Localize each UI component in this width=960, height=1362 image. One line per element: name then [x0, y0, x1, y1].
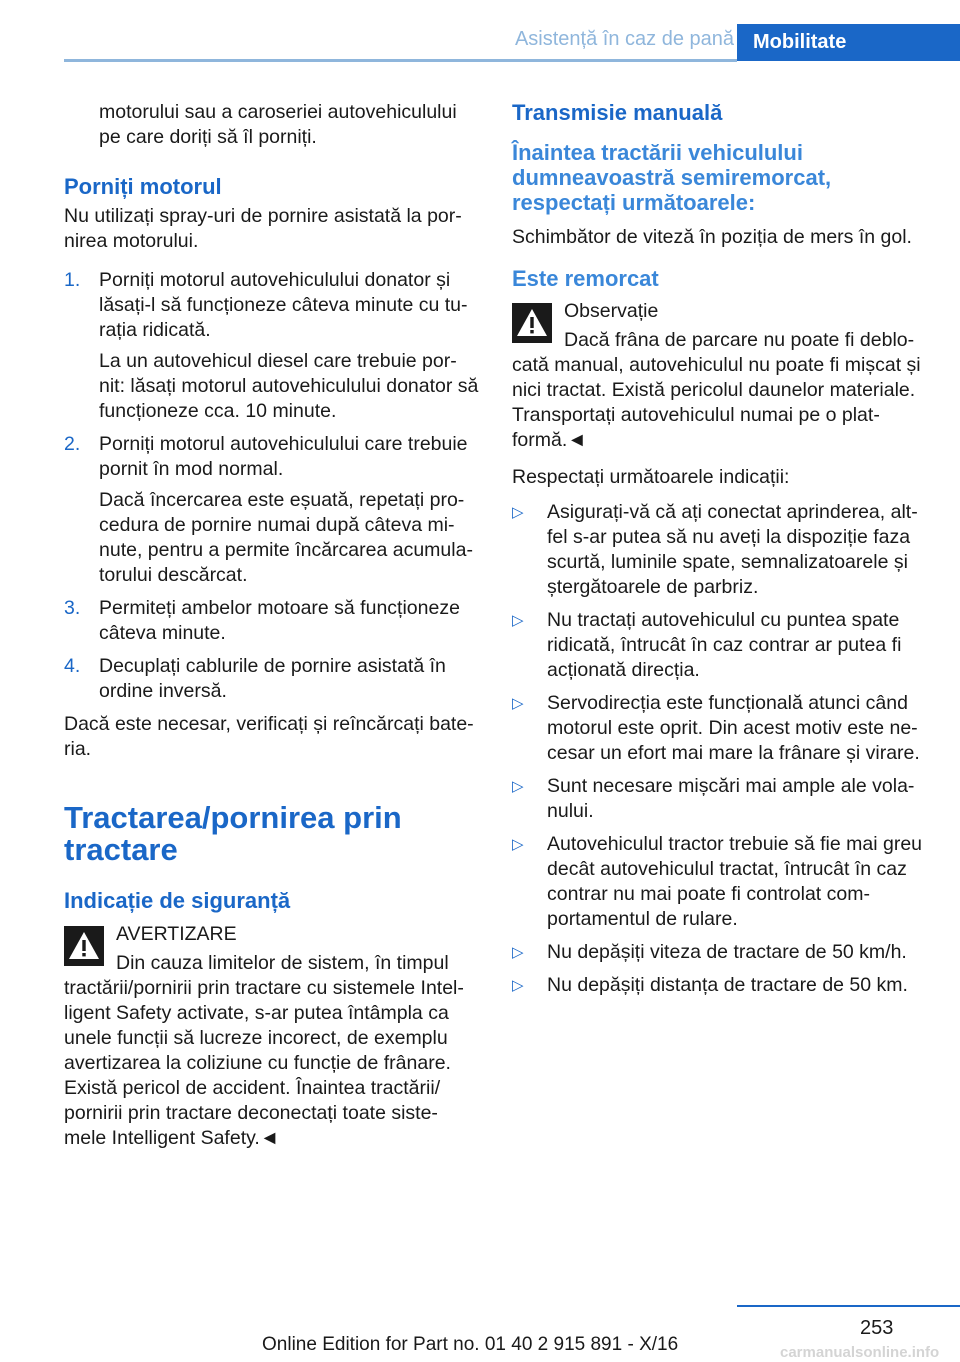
being-towed-heading: Este remorcat — [512, 266, 659, 291]
triangle-bullet-icon: ▷ — [512, 977, 524, 994]
left-column — [64, 100, 480, 1163]
start-steps-list — [64, 268, 480, 704]
bullet-text: Nu depășiți viteza de tractare de 50 km/h. — [547, 941, 907, 963]
list-item — [512, 973, 928, 998]
list-item — [512, 832, 928, 932]
triangle-bullet-icon: ▷ — [512, 944, 524, 961]
list-item — [512, 500, 928, 600]
list-item — [64, 432, 480, 588]
note-block — [512, 299, 928, 453]
step-number: 2. — [64, 433, 81, 455]
triangle-bullet-icon: ▷ — [512, 695, 524, 712]
note-title: Observație — [564, 300, 659, 322]
step-text: Permiteți ambelor motoare să funcționeze câteva minute. — [99, 597, 460, 644]
right-column — [512, 100, 928, 1006]
triangle-bullet-icon: ▷ — [512, 504, 524, 521]
list-item — [64, 268, 480, 424]
warning-text: Din cauza limitelor de sistem, în timpul tractării/pornirii prin tractare cu sistemele Intel- ligent Safety activate, s-ar putea întâmpla ca unele funcții să lucreze incorect, de exemplu avertizarea la coliziune cu funcție de frânare. Există pericol de accident. Înaintea tractării/ pornirii prin tractare deconectați toate siste- mele Intelligent Safety.◄ — [64, 952, 464, 1149]
safety-heading: Indicație de siguranță — [64, 888, 291, 913]
step-number: 1. — [64, 269, 81, 291]
bullet-text: Autovehiculul tractor trebuie să fie mai greu decât autovehiculul tractat, întrucât în caz contrar nu mai poate fi controlat com- portamentul de rulare. — [547, 833, 923, 930]
warning-triangle-icon — [512, 303, 552, 343]
section-title: Asistență în caz de pană — [514, 28, 734, 50]
triangle-bullet-icon: ▷ — [512, 612, 524, 629]
step-text: Porniți motorul autovehiculului donator și lăsați-l să funcționeze câteva minute cu tu- rația ridicată. — [99, 269, 468, 341]
list-item — [512, 940, 928, 965]
battery-note: Dacă este necesar, verificați și reîncărcați bate- ria. — [64, 713, 474, 760]
triangle-bullet-icon: ▷ — [512, 778, 524, 795]
watermark: carmanualsonline.info — [780, 1344, 940, 1361]
list-item — [512, 774, 928, 824]
before-towing-heading: Înaintea tractării vehiculului dumneavoastră semiremorcat, respectați următoarele: — [512, 140, 832, 215]
start-engine-heading: Porniți motorul — [64, 174, 222, 199]
bullet-text: Nu depășiți distanța de tractare de 50 km. — [547, 974, 908, 996]
step-text: Porniți motorul autovehiculului care trebuie pornit în mod normal. — [99, 433, 468, 480]
list-item — [64, 654, 480, 704]
warning-title: AVERTIZARE — [116, 923, 237, 945]
header-rule — [64, 59, 737, 62]
step-text: Decuplați cablurile de pornire asistată în ordine inversă. — [99, 655, 446, 702]
bullet-text: Sunt necesare mișcări mai ample ale vola- nului. — [547, 775, 915, 822]
list-item — [64, 596, 480, 646]
step-subtext: Dacă încercarea este eșuată, repetați pro- cedura de pornire numai după câteva mi- nute, pentru a permite încărcarea acumula- torului descărcat. — [99, 489, 473, 586]
towing-heading: Tractarea/pornirea prin tractare — [64, 800, 402, 867]
observe-intro: Respectați următoarele indicații: — [512, 466, 790, 488]
footer-rule — [737, 1305, 960, 1307]
intro-text: motorului sau a caroseriei autovehiculului pe care doriți să îl porniți. — [99, 101, 457, 148]
bullet-text: Servodirecția este funcțională atunci când motorul este oprit. Din acest motiv este ne- cesar un efort mai mare la frânare și virare. — [547, 692, 920, 764]
step-number: 3. — [64, 597, 81, 619]
note-text: Dacă frâna de parcare nu poate fi deblo- cată manual, autovehiculul nu poate fi mișcat și nici tractat. Există pericolul daunelor materiale. Transportați autovehiculul numai pe o plat- formă.◄ — [512, 329, 921, 451]
warning-block — [64, 922, 480, 1151]
list-item — [512, 691, 928, 766]
step-number: 4. — [64, 655, 81, 677]
warning-triangle-icon — [64, 926, 104, 966]
manual-transmission-heading: Transmisie manuală — [512, 100, 723, 125]
page-number: 253 — [860, 1317, 894, 1339]
bullet-text: Asigurați-vă că ați conectat aprinderea, alt- fel s-ar putea să nu aveți la dispoziție faza scurtă, luminile spate, semnalizatoarele și ștergătoarele de parbriz. — [547, 501, 918, 598]
start-note: Nu utilizați spray-uri de pornire asistată la por- nirea motorului. — [64, 205, 462, 252]
edition-line: Online Edition for Part no. 01 40 2 915 891 - X/16 — [262, 1334, 679, 1355]
towing-instructions-list — [512, 500, 928, 998]
bullet-text: Nu tractați autovehiculul cu puntea spate ridicată, întrucât în caz contrar ar putea fi acționată direcția. — [547, 609, 902, 681]
page-header — [0, 0, 960, 62]
list-item — [512, 608, 928, 683]
chapter-tab[interactable]: Mobilitate — [737, 24, 960, 61]
triangle-bullet-icon: ▷ — [512, 836, 524, 853]
before-towing-text: Schimbător de viteză în poziția de mers în gol. — [512, 226, 912, 248]
step-subtext: La un autovehicul diesel care trebuie por- nit: lăsați motorul autovehiculului donator să funcționeze cca. 10 minute. — [99, 350, 479, 422]
